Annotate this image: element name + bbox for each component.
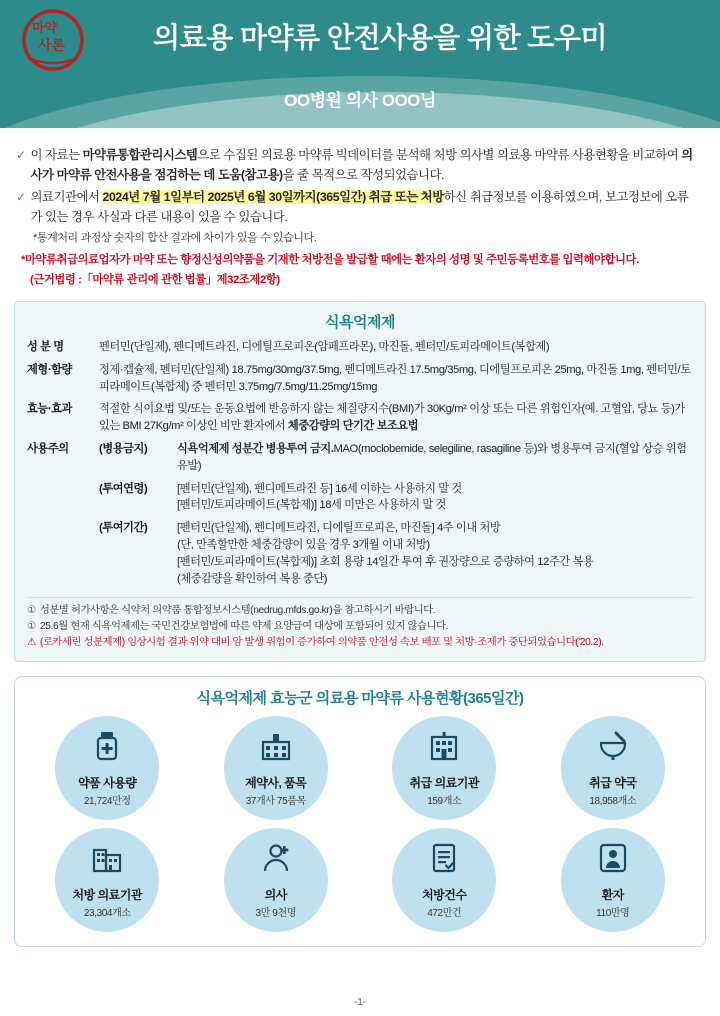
notice-section bbox=[0, 128, 720, 289]
drug-caution-sublabel: (투여기간) bbox=[99, 522, 148, 535]
drug-info-label: 효능·효과 bbox=[27, 403, 72, 416]
drug-caution-label bbox=[27, 517, 99, 590]
drug-caution-line: [펜터민/토피라메이트(복합제)] 18세 미만은 사용하지 말 것 bbox=[177, 499, 446, 512]
drug-caution-row bbox=[27, 438, 693, 478]
stat-value: 159개소 bbox=[427, 796, 462, 808]
stat-value: 472만건 bbox=[427, 908, 462, 920]
page-title: 의료용 마약류 안전사용을 위한 도우미 bbox=[153, 22, 607, 53]
drug-caution-line: [펜터민(단일제), 펜디메트라진, 디에틸프로피온, 마진돌] 4주 이내 처방 bbox=[177, 522, 501, 535]
drug-info-table bbox=[27, 336, 693, 590]
drug-caution-line: [펜터민(단일제), 펜디메트라진 등] 16세 이하는 사용하지 말 것 bbox=[177, 482, 462, 495]
drug-info-row bbox=[27, 398, 693, 438]
stat-label: 의사 bbox=[264, 888, 287, 903]
check-icon: ✓ bbox=[16, 148, 26, 162]
check-icon: ✓ bbox=[16, 189, 26, 204]
stat-item bbox=[192, 828, 361, 932]
notice-text-1 bbox=[31, 146, 698, 186]
drug-caution-row bbox=[27, 478, 693, 518]
drug-caution-label: 사용주의 bbox=[27, 443, 69, 456]
legal-basis-note: (근거법령 :「마약류 관리에 관한 법률」제32조제2항) bbox=[30, 273, 280, 286]
stat-item bbox=[529, 828, 698, 932]
statistics-note: *통계처리 과정상 숫자의 합산 결과에 차이가 있을 수 있습니다. bbox=[33, 231, 317, 244]
text-fragment: 하신 취급정보를 이용하였으며, 보고정보에 오류가 있는 경우 사실과 다른 내용이 있을 수 있습니다. bbox=[30, 189, 689, 224]
stat-value: 110만명 bbox=[596, 908, 630, 920]
text-fragment: MAO(moclobemide, selegiline, rasagiline 등)와 병용투여 금지(혈압 상승 위험 유발) bbox=[177, 443, 687, 472]
footnote-marker-icon: ① bbox=[27, 605, 36, 617]
footnote-marker-icon: ① bbox=[27, 621, 36, 633]
patient-icon bbox=[596, 841, 630, 880]
doctor-icon bbox=[259, 841, 293, 880]
text-fragment: 으로 수집된 의료용 마약류 빅데이터를 분석해 처방 의사별 의료용 마약류 사용현황을 비교하여 bbox=[197, 148, 682, 162]
stat-item bbox=[23, 828, 192, 932]
mortar-pestle-icon bbox=[596, 729, 630, 768]
stat-label: 취급 약국 bbox=[589, 776, 637, 791]
drug-caution-sublabel: (투여연령) bbox=[99, 482, 148, 495]
stat-value: 37개사 75품목 bbox=[245, 796, 306, 808]
text-fragment: 적절한 식이요법 및/또는 운동요법에 반응하지 않는 체질량지수(BMI)가 30Kg/m² 이상 또는 다른 위험인자(예. 고혈압, 당뇨 등)가 있는 BMI 27Kg/m² 이상인 비만 환자에서 bbox=[99, 403, 685, 433]
drug-info-value bbox=[99, 398, 693, 438]
drug-info-value: 정제·캡슐제, 펜터민(단일제) 18.75mg/30mg/37.5mg, 펜디메트라진 17.5mg/35mg, 디에틸프로피온 25mg, 마진돌 1mg, 펜터민/토피라메이트(복합제) 중 펜터민 3.75mg/7.5mg/11.25mg/15mg bbox=[99, 363, 691, 393]
notice-item-1 bbox=[16, 146, 698, 186]
stats-panel-title: 식욕억제제 효능군 의료용 마약류 사용현황(365일간) bbox=[196, 690, 524, 708]
stat-label: 제약사, 품목 bbox=[245, 776, 307, 791]
drug-caution-value bbox=[177, 478, 693, 518]
stat-circle bbox=[392, 716, 496, 820]
stat-circle bbox=[392, 828, 496, 932]
footnote-text: 25.6월 현재 식욕억제제는 국민건강보험법에 따른 약제 요양급여 대상에 포함되어 있지 않습니다. bbox=[39, 621, 449, 633]
text-fragment: 이 자료는 bbox=[30, 148, 83, 162]
svg-text:마약: 마약 bbox=[32, 20, 58, 35]
svg-text:사론: 사론 bbox=[38, 37, 66, 53]
stat-circle bbox=[224, 716, 328, 820]
stat-item bbox=[192, 716, 361, 820]
text-fragment: 마약류통합관리시스템 bbox=[82, 148, 198, 162]
stat-label: 취급 의료기관 bbox=[409, 776, 479, 791]
text-fragment: 의사가 마약류 안전사용을 점검하는 데 도움(참고용) bbox=[30, 148, 693, 182]
stat-item bbox=[23, 716, 192, 820]
drug-caution-value bbox=[177, 517, 693, 590]
text-fragment: 의료기관에서 bbox=[30, 189, 103, 204]
drug-footnote bbox=[27, 619, 693, 635]
stat-value: 3만 9천명 bbox=[255, 908, 296, 920]
stat-circle bbox=[224, 828, 328, 932]
text-fragment: 식욕억제제 성분간 병용투여 금지. bbox=[177, 443, 334, 456]
drug-footnote bbox=[27, 635, 693, 651]
drug-caution-line: (체중감량을 확인하여 복용 중단) bbox=[177, 572, 328, 585]
stat-circle bbox=[561, 716, 665, 820]
usage-stats-panel bbox=[14, 676, 706, 947]
footnote-text: (로카세린 성분제제) 임상시험 결과 위약 대비 암 발생 위험이 증가하여 의약품 안전성 속보 배포 및 처방·조제가 중단되었습니다('20.2). bbox=[39, 637, 604, 649]
drug-info-label: 제형·함량 bbox=[27, 363, 72, 376]
drug-caution-line: [펜터민/토피라메이트(복합제)] 초회 용량 14일간 투여 후 권장량으로 증량하여 12주간 복용 bbox=[177, 555, 594, 568]
stat-item bbox=[529, 716, 698, 820]
stat-value: 23,304개소 bbox=[83, 908, 131, 920]
drug-caution-sublabel: (병용금지) bbox=[99, 443, 148, 456]
pill-bottle-icon bbox=[90, 729, 124, 768]
warning-icon: ⚠ bbox=[27, 637, 36, 649]
drug-panel-title: 식욕억제제 bbox=[325, 314, 395, 332]
stat-circle bbox=[55, 716, 159, 820]
page-number: -1- bbox=[353, 997, 367, 1008]
drug-caution-value bbox=[177, 438, 693, 478]
drug-info-row bbox=[27, 359, 693, 399]
stats-grid bbox=[23, 716, 697, 932]
drug-info-panel bbox=[14, 301, 706, 662]
drug-info-row bbox=[27, 336, 693, 359]
legal-note: *마약류취급의료업자가 마약 또는 향정신성의약품을 기재한 처방전을 발급할 때에는 환자의 성명 및 주민등록번호를 입력해야합니다. bbox=[21, 254, 639, 267]
text-fragment: 체중감량의 단기간 보조요법 bbox=[287, 420, 419, 433]
page-header bbox=[0, 0, 720, 128]
header-subtitle: OO병원 의사 OOO님 bbox=[284, 91, 436, 110]
notice-text-2 bbox=[31, 188, 698, 228]
drug-caution-line: (단, 만족할만한 체중감량이 있을 경우 3개월 이내 처방) bbox=[177, 539, 430, 551]
hospital-building-icon bbox=[427, 729, 461, 768]
factory-icon bbox=[259, 729, 293, 768]
prescription-document-icon bbox=[427, 841, 461, 880]
drug-info-value: 펜터민(단일제), 펜디메트라진, 디에틸프로피온(암페프라몬), 마진돌, 펜터민/토피라메이트(복합제) bbox=[99, 341, 550, 354]
stat-value: 21,724만정 bbox=[83, 796, 131, 808]
drug-footnote bbox=[27, 603, 693, 619]
clinic-building-icon bbox=[90, 841, 124, 880]
drug-footnotes bbox=[27, 597, 693, 651]
stat-label: 약품 사용량 bbox=[78, 776, 137, 791]
stat-item bbox=[360, 716, 529, 820]
stat-circle bbox=[55, 828, 159, 932]
text-fragment: 을 줄 목적으로 작성되었습니다. bbox=[282, 167, 445, 182]
notice-item-2 bbox=[16, 188, 698, 228]
stat-label: 처방 의료기관 bbox=[72, 888, 142, 903]
drug-info-label: 성 분 명 bbox=[27, 341, 64, 354]
stat-label: 환자 bbox=[601, 888, 624, 903]
drug-caution-label bbox=[27, 478, 99, 518]
stat-item bbox=[360, 828, 529, 932]
drug-caution-row bbox=[27, 517, 693, 590]
footnote-text: 성분별 허가사항은 식약처 의약품 통합정보시스템(nedrug.mfds.go.kr)을 참고하시기 바랍니다. bbox=[39, 605, 436, 617]
stat-label: 처방건수 bbox=[422, 888, 467, 903]
stat-value: 18,958개소 bbox=[589, 796, 637, 808]
text-fragment: 2024년 7월 1일부터 2025년 6월 30일까지(365일간) 취급 또는 처방 bbox=[102, 189, 444, 204]
stat-circle bbox=[561, 828, 665, 932]
